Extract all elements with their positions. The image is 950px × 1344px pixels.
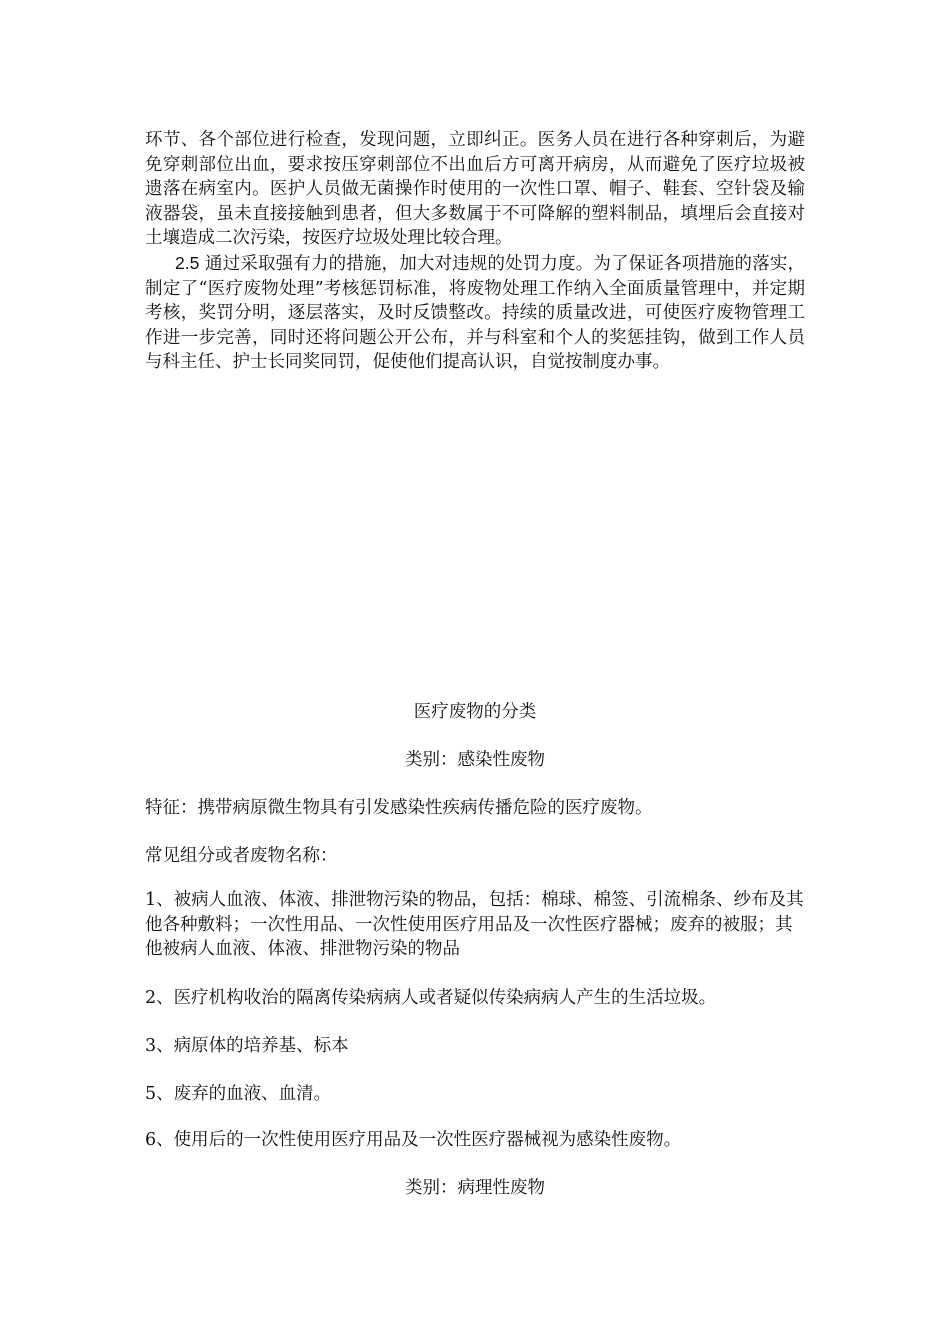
classification-title: 医疗废物的分类 xyxy=(413,702,537,722)
components-label: 常见组分或者废物名称： xyxy=(145,846,338,866)
paragraph-2-5-text: 通过采取强有力的措施，加大对违规的处罚力度。为了保证各项措施的落实，制定了“医疗废物处理”考核惩罚标准，将废物处理工作纳入全面质量管理中，并定期考核，奖罚分明，逐层落实，及时反馈整改。持续的质量改进，可使医疗废物管理工作进一步完善，同时还将问题公开公布，并与科室和个人的奖惩挂钩，做到工作人员与科主任、护士长同奖同罚，促使他们提高认识，自觉按制度办事。 xyxy=(145,253,805,373)
list-item-6: 6、使用后的一次性使用医疗用品及一次性医疗器械视为感染性废物。 xyxy=(145,1130,682,1150)
section-number: 2.5 xyxy=(175,252,200,273)
continued-text-block xyxy=(145,128,805,375)
paragraph-inspection: 环节、各个部位进行检查，发现问题，立即纠正。医务人员在进行各种穿刺后，为避免穿刺部位出血，要求按压穿刺部位不出血后方可离开病房，从而避免了医疗垃圾被遗落在病室内。医护人员做无菌操作时使用的一次性口罩、帽子、鞋套、空针袋及输液器袋，虽未直接接触到患者，但大多数属于不可降解的塑料制品，填埋后会直接对土壤造成二次污染，按医疗垃圾处理比较合理。 xyxy=(145,130,805,249)
paragraph-2-5 xyxy=(145,251,805,375)
list-item-1: 1、被病人血液、体液、排泄物污染的物品，包括：棉球、棉签、引流棉条、纱布及其他各种敷料；一次性用品、一次性使用医疗用品及一次性医疗器械；废弃的被服；其他被病人血液、体液、排泄物污染的物品 xyxy=(145,890,804,960)
category-pathological-heading: 类别：病理性废物 xyxy=(405,1178,545,1198)
feature-line: 特征：携带病原微生物具有引发感染性疾病传播危险的医疗废物。 xyxy=(145,798,653,818)
list-item-5: 5、废弃的血液、血清。 xyxy=(145,1084,332,1104)
list-item-2: 2、医疗机构收治的隔离传染病病人或者疑似传染病病人产生的生活垃圾。 xyxy=(145,988,717,1008)
category-infectious-heading: 类别：感染性废物 xyxy=(405,750,545,770)
list-item-3: 3、病原体的培养基、标本 xyxy=(145,1036,349,1056)
